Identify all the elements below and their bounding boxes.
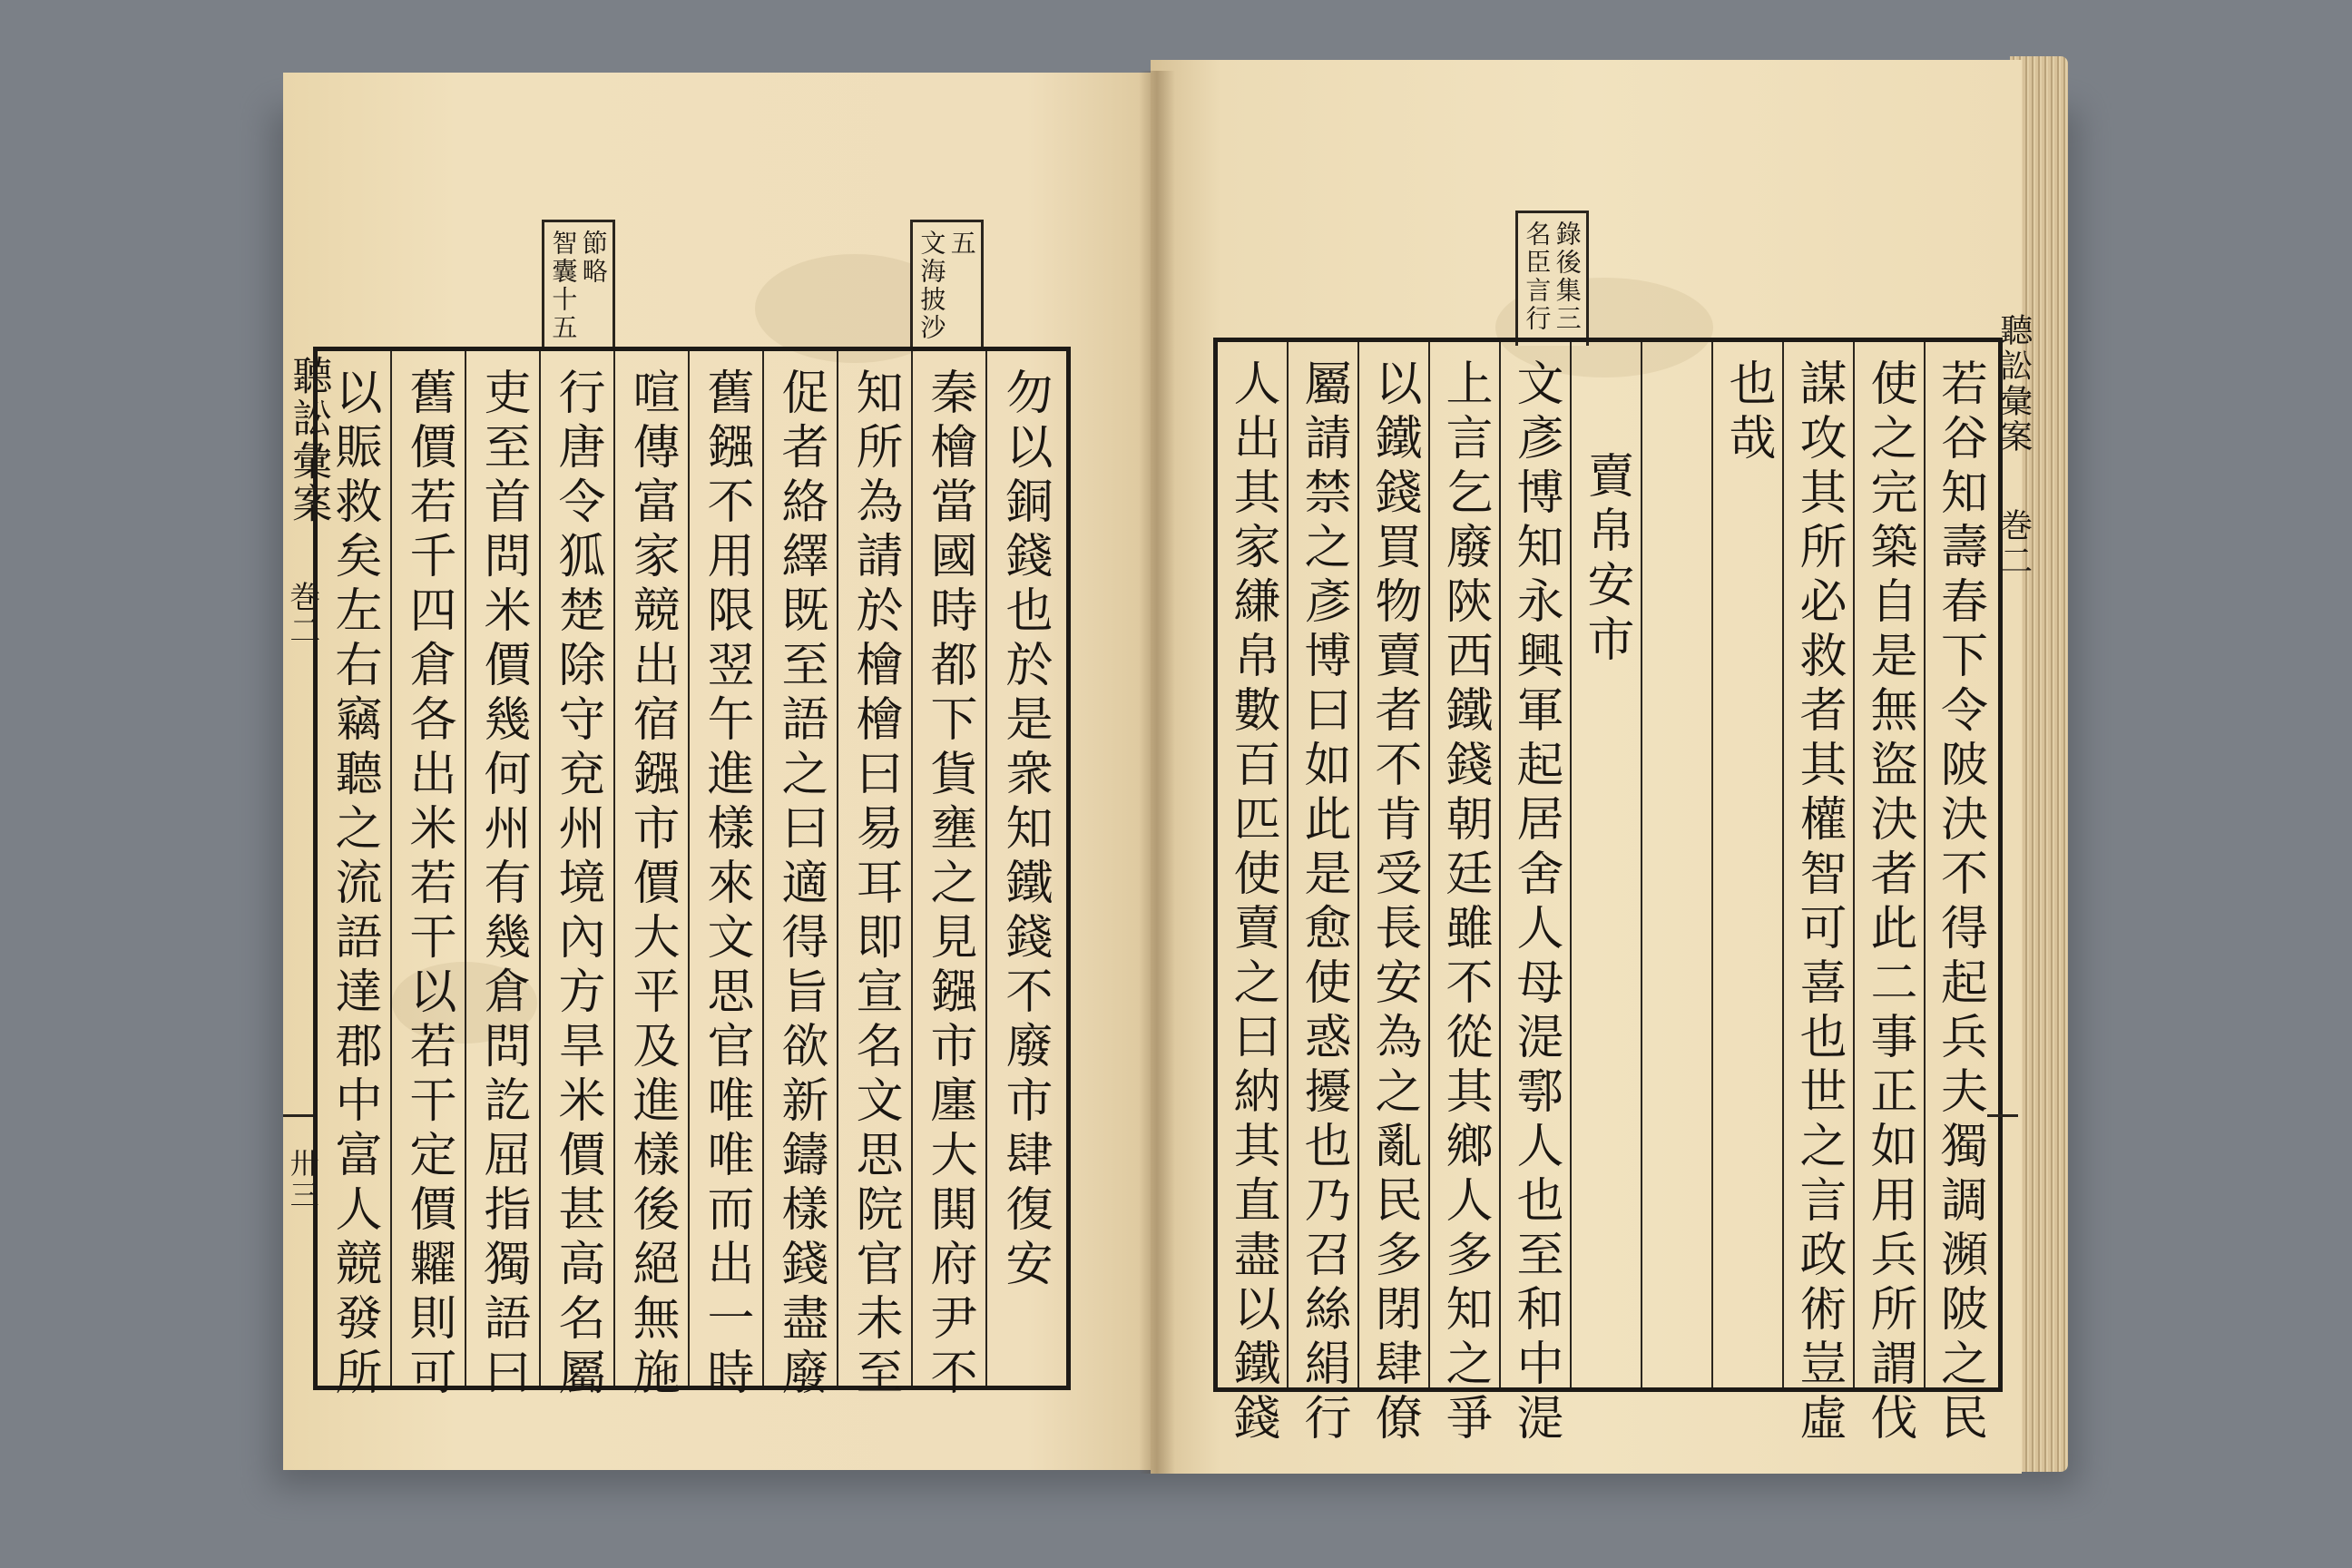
- text-column: [1572, 342, 1642, 1387]
- text-column: 也哉: [1713, 342, 1784, 1387]
- source-tag-line: 五: [946, 230, 977, 258]
- text-column: [1642, 342, 1713, 1387]
- source-tag-mingchen: [1515, 211, 1589, 346]
- text-column: 舊價若千四倉各出米若干以若干定價糶則可: [392, 351, 466, 1386]
- left-page-number: 卅三: [285, 1148, 320, 1211]
- left-text-frame: [313, 347, 1071, 1402]
- source-tag-line: 名臣言行: [1522, 220, 1553, 333]
- text-column: 使之完築自是無盜決者此二事正如用兵所謂伐: [1855, 342, 1926, 1387]
- source-tag-line: 節略: [578, 230, 609, 286]
- text-column: 上言乞廢陝西鐵錢朝廷雖不從其鄉人多知之爭: [1430, 342, 1501, 1387]
- book-gutter: [1139, 71, 1175, 1474]
- right-text-frame: [1213, 338, 2003, 1447]
- text-column: 行唐令狐楚除守兗州境內方旱米價甚高名屬: [541, 351, 615, 1386]
- section-heading: 賣帛安市: [1579, 451, 1633, 669]
- text-column: 秦檜當國時都下貨壅之見鏹市廛大閧府尹不: [913, 351, 987, 1386]
- text-column: 知所為請於檜檜曰易耳即宣名文思院官未至: [838, 351, 913, 1386]
- text-column: 以鐵錢買物賣者不肯受長安為之亂民多閉肆僚: [1359, 342, 1430, 1387]
- text-column: 人出其家縑帛數百匹使賣之曰納其直盡以鐵錢: [1218, 342, 1289, 1387]
- left-volume-label: 巻二: [283, 581, 320, 648]
- right-margin-rule: [1987, 1114, 2018, 1117]
- source-tag-wenhai: [910, 220, 984, 351]
- left-book-title: 聽訟彙案: [285, 355, 332, 525]
- text-column: 謀攻其所必救者其權智可喜也世之言政術豈虛: [1784, 342, 1855, 1387]
- text-column: 勿以銅錢也於是衆知鐵錢不廢市肆復安: [997, 368, 1052, 1293]
- right-book-title: 聽訟彙案: [1994, 313, 2033, 455]
- source-tag-zhinang: [542, 220, 615, 351]
- text-column: 若谷知壽春下令陂決不得起兵夫獨調瀕陂之民: [1932, 358, 1987, 1447]
- text-column: 促者絡繹既至語之曰適得旨欲新鑄樣錢盡廢: [764, 351, 838, 1386]
- text-column: 喧傳富家競出宿鏹市價大平及進樣後絕無施: [615, 351, 690, 1386]
- right-volume-label: 巻二: [1994, 508, 2033, 579]
- source-tag-line: 錄後集三: [1552, 220, 1583, 333]
- text-column: 文彥博知永興軍起居舍人母湜鄠人也至和中湜: [1501, 342, 1572, 1387]
- text-column: 以賑救矣左右竊聽之流語達郡中富人競發所: [318, 351, 392, 1386]
- text-column: 吏至首問米價幾何州有幾倉問訖屈指獨語曰: [466, 351, 541, 1386]
- source-tag-line: 文海披沙: [916, 230, 947, 342]
- source-tag-line: 智囊十五: [548, 230, 579, 342]
- text-column: 屬請禁之彥博曰如此是愈使惑擾也乃召絲絹行: [1289, 342, 1359, 1387]
- text-column: 舊鏹不用限翌午進樣來文思官唯唯而出一時: [690, 351, 764, 1386]
